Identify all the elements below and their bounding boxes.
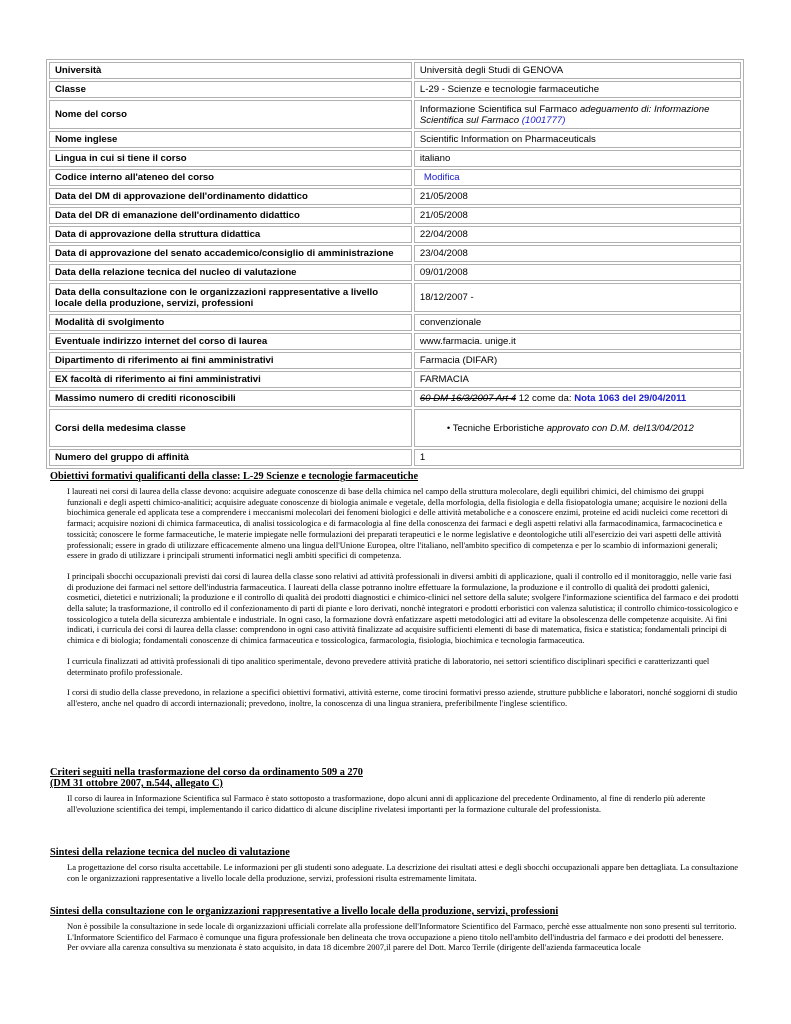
old-crediti: 60 DM 16/3/2007 Art 4 <box>419 393 517 404</box>
row-label: Corsi della medesima classe <box>49 409 412 447</box>
table-row <box>49 62 741 79</box>
row-label: Eventuale indirizzo internet del corso di laurea <box>49 333 412 350</box>
row-value: Farmacia (DIFAR) <box>414 352 741 369</box>
paragraph: La progettazione del corso risulta accettabile. Le informazioni per gli studenti sono adeguate. La descrizione dei risultati attesi e degli sbocchi occupazionali appare ben dettagliata. La consultazione con le organizzazioni rappresentative a livello locale della produzione, servizi, professioni risulta estremamente limitata. <box>67 862 738 883</box>
obiettivi-section <box>50 471 740 709</box>
paragraph: I laureati nei corsi di laurea della classe devono: acquisire adeguate conoscenze di base della chimica nel campo della struttura molecolare, degli equilibri chimici, del chimismo dei gruppi funzionali e degli aspetti chimico-analitici; acquisire adeguate conoscenze di biologia animale e vegetale, della morfologia, della fisiologia e della fisiopatologia umane; acquisire le nozioni della biochimica generale ed applicata tese a comprendere i meccanismi molecolari dei fenomeni biologici e delle attività metaboliche e a conoscere enzimi, proteine ed acidi nucleici come recettori di farmaci; acquisire nozioni di chimica farmaceutica, di analisi tossicologica e di farmacologia al fine della conoscenza dei farmaci e degli aspetti relativi alla farmacodinamica, farmacocinetica e tossicità; conoscere le forme farmaceutiche, le materie impiegate nelle formulazioni dei preparati terapeutici e le norme legislative e deontologiche utili all'esercizio dei vari aspetti delle attività professionali; essere in grado di utilizzare efficacemente almeno una lingua dell'Unione Europea, oltre l'italiano, nell'ambito specifico di competenza e per lo scambio di informazioni generali; essere in grado di utilizzare i principali strumenti informatici negli ambiti specifici di competenza. <box>67 486 728 561</box>
section-title: Sintesi della consultazione con le organizzazioni rappresentative a livello locale della produzione, servizi, professioni <box>50 906 559 917</box>
table-row <box>49 333 741 350</box>
bullet-icon: • <box>446 422 453 434</box>
codice-value <box>414 169 741 186</box>
row-value: L-29 - Scienze e tecnologie farmaceutiche <box>414 81 741 98</box>
paragraph: I principali sbocchi occupazionali previsti dai corsi di laurea della classe sono relativi ad attività professionali in diversi ambiti di applicazione, quali il controllo ed il monitoraggio, nelle varie fasi di produzione dei farmaci nel settore dell'industria farmaceutica. I laureati della classe potranno inoltre effettuare la formulazione, la produzione e il controllo di qualità dei prodotti galenici, cosmetici, dietetici e nutrizionali; la produzione e il controllo di qualità dei prodotti diagnostici e chimico-clinici nel settore della salute; svolgere l'informazione scientifica del farmaco e dei prodotti della salute; la trasformazione, il controllo ed il confezionamento di parti di piante e loro derivati, nonchè integratori e prodotti erboristici con valenza salutistica; il controllo chimico-tossicologico e tossicologico a tutela della sicurezza ambientale e industriale. In ogni caso, la formazione dovrà enfatizzare aspetti metodologici atti ad evitare la obsolescenza delle competenze acquisite. Ai fini indicati, i curricula dei corsi di laurea della classe: comprendono in ogni caso attività finalizzate ad acquisire sufficienti elementi di base di matematica, fisica e statistica; fondamentali principi di chimica e di biologia; fondamentali conoscenze di chimica farmaceutica e tossicologica, farmacologia, fisiologia, biochimica e tecnologia farmaceutica. <box>67 570 739 646</box>
course-title: Tecniche Erboristiche <box>452 422 544 434</box>
course-info-table <box>46 59 744 469</box>
sintesi-consultazione-section <box>50 906 740 953</box>
row-label: Data della relazione tecnica del nucleo di valutazione <box>49 264 412 281</box>
row-label: Nome del corso <box>49 100 412 129</box>
row-label: Data di approvazione della struttura didattica <box>49 226 412 243</box>
approval-note: approvato con D.M. del13/04/2012 <box>546 422 694 434</box>
row-value: Università degli Studi di GENOVA <box>414 62 741 79</box>
table-row <box>49 409 741 447</box>
row-label: Università <box>49 62 412 79</box>
row-label: Modalità di svolgimento <box>49 314 412 331</box>
section-subtitle: (DM 31 ottobre 2007, n.544, allegato C) <box>50 778 223 789</box>
table-row <box>49 371 741 388</box>
row-label: Data di approvazione del senato accademico/consiglio di amministrazione <box>49 245 412 262</box>
row-value: 23/04/2008 <box>414 245 741 262</box>
table-row <box>49 100 741 129</box>
row-label: Codice interno all'ateneo del corso <box>49 169 412 186</box>
table-row <box>49 390 741 407</box>
row-label: Data della consultazione con le organizzazioni rappresentative a livello locale della produzione, servizi, professioni <box>49 283 412 312</box>
course-code-link[interactable]: (1001777) <box>521 114 566 126</box>
row-label: Massimo numero di crediti riconoscibili <box>49 390 412 407</box>
row-value: 1 <box>414 449 741 466</box>
row-label: Lingua in cui si tiene il corso <box>49 150 412 167</box>
table-row <box>49 314 741 331</box>
row-value: FARMACIA <box>414 371 741 388</box>
row-value: 21/05/2008 <box>414 207 741 224</box>
table-row <box>49 226 741 243</box>
row-label: Data del DM di approvazione dell'ordinamento didattico <box>49 188 412 205</box>
adeguamento-note: adeguamento di: Informazione Scientifica sul Farmaco <box>419 103 710 126</box>
row-label: Dipartimento di riferimento ai fini amministrativi <box>49 352 412 369</box>
table-row <box>49 169 741 186</box>
course-name: Informazione Scientifica sul Farmaco <box>419 103 578 115</box>
nota-link[interactable]: Nota 1063 del 29/04/2011 <box>574 393 687 404</box>
paragraph: I curricula finalizzati ad attività professionali di tipo analitico sperimentale, devono prevedere attività pratiche di laboratorio, nei settori scientifico disciplinari specifici e caratterizzanti quel determinato profilo professionale. <box>67 655 710 677</box>
section-title: Sintesi della relazione tecnica del nucleo di valutazione <box>50 847 290 858</box>
course-name-value <box>414 100 741 129</box>
row-value: 09/01/2008 <box>414 264 741 281</box>
table-row <box>49 264 741 281</box>
row-label: Nome inglese <box>49 131 412 148</box>
row-label: EX facoltà di riferimento ai fini amministrativi <box>49 371 412 388</box>
row-value: www.farmacia. unige.it <box>414 333 741 350</box>
row-value: italiano <box>414 150 741 167</box>
table-row <box>49 131 741 148</box>
table-row <box>49 449 741 466</box>
section-title: Criteri seguiti nella trasformazione del corso da ordinamento 509 a 270 <box>50 767 363 778</box>
row-value: convenzionale <box>414 314 741 331</box>
table-row <box>49 352 741 369</box>
table-row <box>49 283 741 312</box>
table-row <box>49 188 741 205</box>
corsi-value <box>414 409 741 447</box>
crediti-value <box>414 390 741 407</box>
paragraph: Il corso di laurea in Informazione Scientifica sul Farmaco è stato sottoposto a trasformazione, dopo alcuni anni di applicazione del precedente Ordinamento, al fine di renderlo più aderente all'evoluzione scientifica dei tempi, implementando il carico didattico di alcune discipline rivelatesi importanti per la formazione culturale del professionista. <box>67 793 706 814</box>
row-value: 22/04/2008 <box>414 226 741 243</box>
section-title: Obiettivi formativi qualificanti della classe: L-29 Scienze e tecnologie farmaceutiche <box>50 471 419 482</box>
table-row <box>49 150 741 167</box>
row-label: Numero del gruppo di affinità <box>49 449 412 466</box>
paragraph: Per ovviare alla carenza consultiva su menzionata è stato acquisito, in data 18 dicembre 2007,il parere del Dott. Marco Terrile (dirigente dell'azienda farmaceutica locale <box>67 942 641 953</box>
criteri-section <box>50 767 740 814</box>
row-label: Classe <box>49 81 412 98</box>
table-row <box>49 81 741 98</box>
paragraph: Non è possibile la consultazione in sede locale di organizzazioni ufficiali correlate alla professione dell'Informatore Scientifico del Farmaco, perchè esse attualmente non sono presenti sul territorio. <box>67 921 737 931</box>
row-value: 21/05/2008 <box>414 188 741 205</box>
modifica-link[interactable]: Modifica <box>423 172 460 183</box>
table-row <box>49 245 741 262</box>
row-value: 18/12/2007 - <box>414 283 741 312</box>
paragraph: I corsi di studio della classe prevedono, in relazione a specifici obiettivi formativi, attività esterne, come tirocini formativi presso aziende, strutture pubbliche e laboratori, nonché soggiorni di studio all'estero, anche nel quadro di accordi internazionali; prevedono, inoltre, la conoscenza di una lingua straniera, preferibilmente l'inglese scientifico. <box>67 687 738 708</box>
row-value: Scientific Information on Pharmaceuticals <box>414 131 741 148</box>
new-crediti: 12 come da: <box>518 393 572 404</box>
table-row <box>49 207 741 224</box>
sintesi-nucleo-section <box>50 847 740 883</box>
paragraph: L'Informatore Scientifico del Farmaco è comunque una figura professionale ben delineata che trova occupazione a pieno titolo nell'ambito dell'industria del farmaco e dei prodotti del benessere. <box>67 931 724 942</box>
row-label: Data del DR di emanazione dell'ordinamento didattico <box>49 207 412 224</box>
